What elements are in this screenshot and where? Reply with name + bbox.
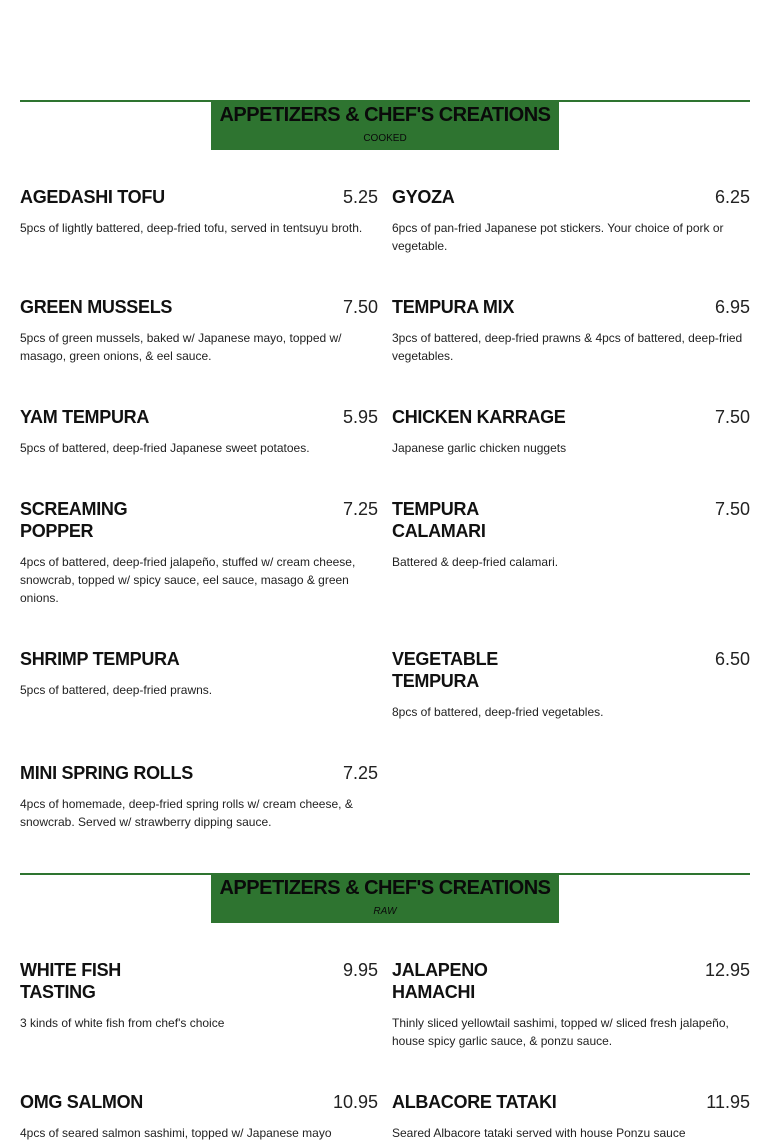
- section-title: APPETIZERS & CHEF'S CREATIONS: [219, 877, 551, 899]
- item-price: 7.25: [342, 499, 378, 519]
- item-description: Battered & deep-fried calamari.: [392, 555, 559, 569]
- item-name: YAM TEMPURA: [20, 407, 150, 427]
- item-name: SHRIMP TEMPURA: [20, 649, 180, 669]
- item-description: 3 kinds of white fish from chef's choice: [20, 1016, 225, 1030]
- item-description: 4pcs of battered, deep-fried jalapeño, stuffed w/ cream cheese, snowcrab, topped w/ spicy sauce, eel sauce, masago & green onions.: [20, 555, 356, 605]
- item-name: WHITE FISH TASTING: [20, 960, 121, 1002]
- item-description: Thinly sliced yellowtail sashimi, topped w/ sliced fresh jalapeño, house spicy garlic sauce, & ponzu sauce.: [392, 1016, 729, 1048]
- item-description: 8pcs of battered, deep-fried vegetables.: [392, 705, 604, 719]
- item-description: 5pcs of battered, deep-fried Japanese sweet potatoes.: [20, 441, 310, 455]
- item-description: Seared Albacore tataki served with house Ponzu sauce: [392, 1126, 686, 1140]
- item-name: JALAPENO HAMACHI: [392, 960, 488, 1002]
- item-description: 3pcs of battered, deep-fried prawns & 4pcs of battered, deep-fried vegetables.: [392, 331, 743, 363]
- item-name: TEMPURA CALAMARI: [392, 499, 486, 541]
- item-description: 4pcs of homemade, deep-fried spring rolls w/ cream cheese, & snowcrab. Served w/ strawberry dipping sauce.: [20, 797, 353, 829]
- item-price: 6.25: [714, 187, 750, 207]
- item-description: 5pcs of green mussels, baked w/ Japanese mayo, topped w/ masago, green onions, & eel sauce.: [20, 331, 342, 363]
- item-price: 11.95: [706, 1092, 750, 1112]
- item-description: 4pcs of seared salmon sashimi, topped w/ Japanese mayo: [20, 1126, 332, 1140]
- item-description: Japanese garlic chicken nuggets: [392, 441, 567, 455]
- item-price: 10.95: [332, 1092, 378, 1112]
- item-name: ALBACORE TATAKI: [392, 1092, 557, 1112]
- section-header-cooked: [211, 101, 559, 150]
- item-price: 7.50: [342, 297, 378, 317]
- item-name: AGEDASHI TOFU: [20, 187, 165, 207]
- item-name: OMG SALMON: [20, 1092, 143, 1112]
- item-name: GREEN MUSSELS: [20, 297, 173, 317]
- item-price: 7.50: [714, 499, 750, 519]
- item-description: 5pcs of battered, deep-fried prawns.: [20, 683, 213, 697]
- item-name: SCREAMING POPPER: [20, 499, 128, 541]
- item-price: 5.95: [342, 407, 378, 427]
- item-price: 6.50: [714, 649, 750, 669]
- item-name: VEGETABLE TEMPURA: [392, 649, 498, 691]
- item-description: 6pcs of pan-fried Japanese pot stickers. Your choice of pork or vegetable.: [392, 221, 724, 253]
- item-price: 12.95: [704, 960, 750, 980]
- item-description: 5pcs of lightly battered, deep-fried tofu, served in tentsuyu broth.: [20, 221, 363, 235]
- item-price: 7.50: [714, 407, 750, 427]
- item-price: 9.95: [342, 960, 378, 980]
- item-name: GYOZA: [392, 187, 455, 207]
- section-title: APPETIZERS & CHEF'S CREATIONS: [219, 104, 551, 126]
- item-price: 7.25: [342, 763, 378, 783]
- item-name: CHICKEN KARRAGE: [392, 407, 566, 427]
- item-name: MINI SPRING ROLLS: [20, 763, 193, 783]
- item-name: TEMPURA MIX: [392, 297, 515, 317]
- item-price: 6.95: [714, 297, 750, 317]
- section-header-raw: [211, 874, 559, 923]
- item-price: 5.25: [342, 187, 378, 207]
- section-subtitle: COOKED: [363, 133, 407, 144]
- section-subtitle: RAW: [373, 906, 397, 917]
